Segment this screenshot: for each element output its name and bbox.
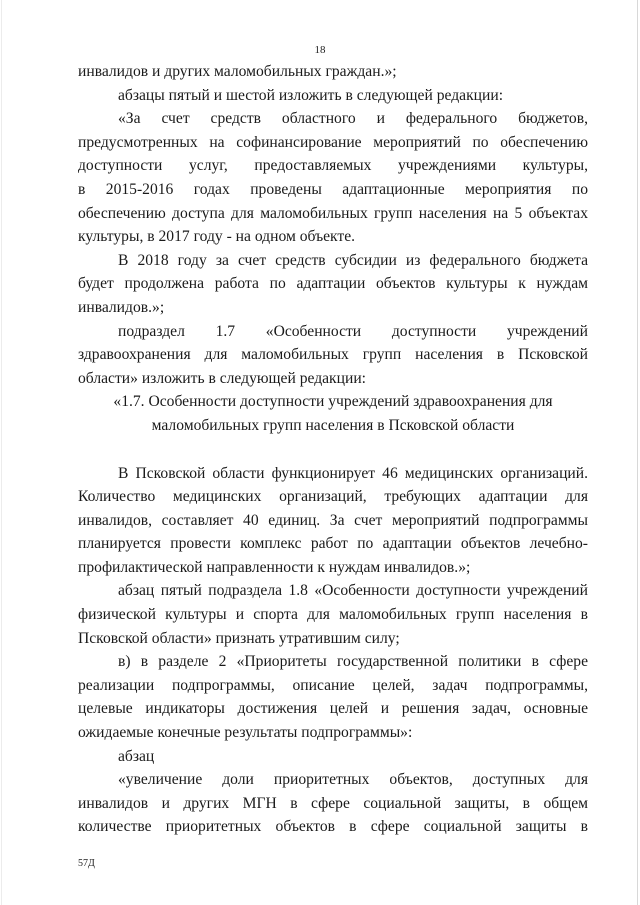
line-14: области» изложить в следующей редакции: bbox=[78, 369, 367, 387]
line-24: реализации подпрограммы, описание целей, задач подпрограммы, bbox=[78, 676, 588, 694]
line-1: инвалидов и других маломобильных граждан.»; bbox=[78, 63, 397, 80]
line-20: абзац пятый подраздела 1.8 «Особенности доступности учреждений bbox=[118, 582, 588, 600]
line-25: целевые индикаторы достижения целей и решения задач, основные bbox=[78, 700, 588, 718]
line-22: Псковской области» признать утратившим силу; bbox=[78, 629, 400, 647]
line-19: профилактической направленности к нуждам инвалидов.»; bbox=[78, 558, 471, 576]
line-23: в) в разделе 2 «Приоритеты государственной политики в сфере bbox=[118, 653, 588, 671]
line-21: физической культуры и спорта для маломобильных групп населения в bbox=[78, 606, 588, 624]
line-4: предусмотренных на софинансирование мероприятий по обеспечению bbox=[78, 133, 588, 151]
line-16: Количество медицинских организаций, требующих адаптации для bbox=[78, 488, 588, 506]
line-18: планируется провести комплекс работ по адаптации объектов лечебно- bbox=[78, 535, 588, 553]
section-heading-line-2: маломобильных групп населения в Псковской области bbox=[151, 416, 515, 434]
line-13: здравоохранения для маломобильных групп населения в Псковской bbox=[78, 346, 588, 364]
line-17: инвалидов, составляет 40 единиц. За счет мероприятий подпрограммы bbox=[78, 511, 588, 529]
line-15: В Псковской области функционирует 46 медицинских организаций. bbox=[118, 464, 588, 482]
line-6: в 2015-2016 годах проведены адаптационные мероприятия по bbox=[78, 180, 588, 198]
page-number: 18 bbox=[314, 44, 326, 56]
line-12: подраздел 1.7 «Особенности доступности учреждений bbox=[118, 322, 588, 340]
line-2: абзацы пятый и шестой изложить в следующей редакции: bbox=[118, 86, 504, 104]
document-code: 57Д bbox=[78, 858, 95, 869]
line-10: будет продолжена работа по адаптации объектов культуры к нуждам bbox=[78, 275, 588, 293]
line-26: ожидаемые конечные результаты подпрограммы»: bbox=[78, 724, 413, 742]
line-29: инвалидов и других МГН в сфере социальной защиты, в общем bbox=[78, 794, 588, 812]
line-28: «увеличение доли приоритетных объектов, доступных для bbox=[118, 771, 588, 789]
document-body bbox=[78, 60, 588, 839]
blank-line bbox=[78, 438, 588, 462]
line-3: «За счет средств областного и федерального бюджетов, bbox=[118, 110, 588, 128]
line-7: обеспечению доступа для маломобильных групп населения на 5 объектах bbox=[78, 204, 588, 222]
line-9: В 2018 году за счет средств субсидии из федерального бюджета bbox=[118, 251, 588, 269]
line-30: количестве приоритетных объектов в сфере социальной защиты в bbox=[78, 818, 588, 836]
line-8: культуры, в 2017 году - на одном объекте. bbox=[78, 228, 356, 246]
page-right-edge bbox=[637, 0, 638, 905]
section-heading-line-1: «1.7. Особенности доступности учреждений здравоохранения для bbox=[113, 393, 553, 411]
line-11: инвалидов.»; bbox=[78, 298, 165, 316]
line-27: абзац bbox=[118, 747, 155, 765]
line-5: доступности услуг, предоставляемых учреждениями культуры, bbox=[78, 157, 588, 175]
page-left-edge bbox=[1, 0, 2, 905]
